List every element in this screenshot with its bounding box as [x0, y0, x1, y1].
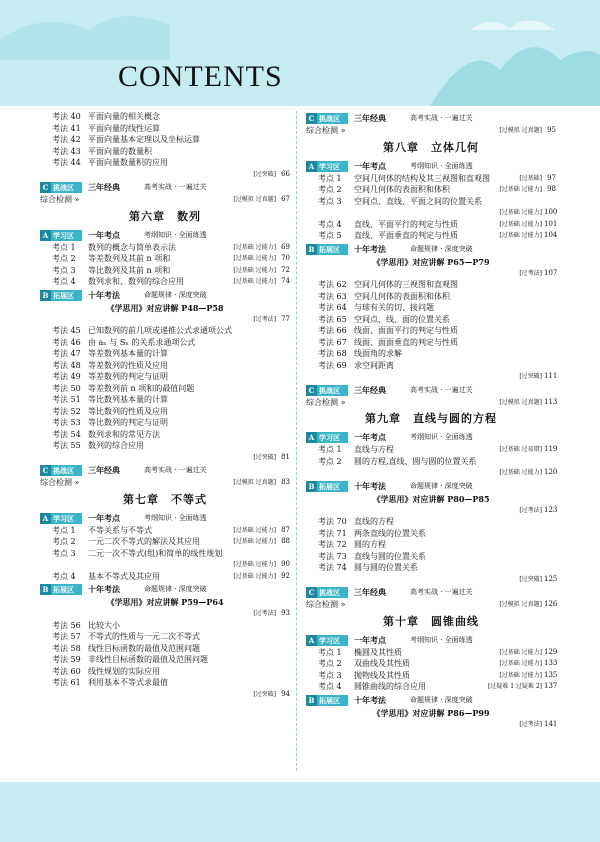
toc-row[interactable]: [过考法] 107: [519, 268, 558, 277]
chapter-title: 第八章 立体几何: [383, 140, 479, 154]
section-badge: C 挑战区 三年经典 高考实战 · 一遍过关: [40, 463, 290, 477]
toc-row[interactable]: [过考法] 123: [519, 505, 558, 514]
toc-row[interactable]: [过突破] 125: [519, 574, 558, 583]
xuesiyong-ref: 《学思用》对应讲解 P59—P64: [106, 597, 224, 607]
toc-row[interactable]: 考点 4 数列求和、数列的综合应用 [过基础 过能力] 74: [52, 277, 290, 286]
toc-row[interactable]: 考法 42 平面向量基本定理以及坐标运算: [52, 135, 200, 144]
section-badge: A 学习区 一年考点 考纲知识 · 全面练透: [40, 228, 290, 242]
toc-row[interactable]: [过基础 过能力] 100: [499, 208, 558, 216]
footer-band: [0, 782, 600, 842]
toc-row[interactable]: 考法 55 数列的综合应用: [52, 441, 144, 450]
toc-row[interactable]: 考法 56 比较大小: [52, 620, 120, 630]
toc-row[interactable]: 考点 4 基本不等式及其应用 [过基础 过能力] 92: [52, 571, 290, 581]
toc-row[interactable]: 考法 45 已知数列的前几项或递推公式求通项公式: [52, 326, 232, 335]
toc-row[interactable]: 考点 3 二元一次不等式(组)和简单的线性规划: [52, 548, 223, 558]
toc-row[interactable]: [过考法] 93: [253, 609, 290, 617]
toc-row[interactable]: 考点 3 空间点、直线、平面之间的位置关系: [318, 196, 482, 206]
toc-row[interactable]: 考法 49 等差数列的判定与证明: [52, 372, 168, 381]
toc-row[interactable]: 考法 63 空间几何体的表面积和体积: [318, 291, 450, 301]
section-badge: C 挑战区 三年经典 高考实战 · 一遍过关: [40, 180, 290, 194]
toc-row[interactable]: 考法 53 等比数列的判定与证明: [52, 418, 168, 427]
section-badge: A 学习区 一年考点 考纲知识 · 全面练透: [306, 430, 556, 444]
section-badge: C 挑战区 三年经典 高考实战 · 一遍过关: [306, 585, 556, 599]
cloud-decoration-icon: [0, 0, 600, 106]
section-badge: B 拓展区 十年考法 命题规律 · 深度突破: [306, 479, 556, 493]
toc-row[interactable]: 考点 2 等差数列及其前 n 项和 [过基础 过能力] 70: [52, 254, 290, 263]
left-column: [40, 111, 290, 700]
toc-row[interactable]: 考点 4 直线、平面平行的判定与性质 [过基础 过能力] 101: [318, 219, 558, 229]
toc-row[interactable]: 考法 46 由 aₙ 与 Sₙ 的关系求通项公式: [52, 337, 196, 347]
header-band: [0, 0, 600, 106]
toc-row[interactable]: 考法 57 不等式的性质与一元二次不等式: [52, 632, 200, 641]
cloud-right: [470, 20, 555, 30]
xuesiyong-ref: 《学思用》对应讲解 P65—P79: [372, 256, 490, 267]
toc-row[interactable]: 考法 72 圆的方程: [318, 540, 386, 549]
toc-row[interactable]: 考法 61 利用基本不等式求最值: [52, 678, 168, 687]
check-row[interactable]: 综合检测 » [过模拟 过真题] 113: [306, 397, 558, 407]
toc-row[interactable]: [过基础 过能力] 90: [233, 560, 290, 568]
toc-row[interactable]: 考法 64 与球有关的切、接问题: [318, 303, 434, 312]
toc-row[interactable]: 考法 66 线面、面面平行的判定与性质: [318, 326, 458, 335]
toc-row[interactable]: 考法 44 平面向量数量积的应用: [52, 158, 168, 167]
toc-row[interactable]: 考点 3 抛物线及其性质 [过基础 过能力] 135: [318, 670, 558, 680]
toc-row[interactable]: 考法 74 圆与圆的位置关系: [318, 563, 418, 572]
section-badge: B 拓展区 十年考法 命题规律 · 深度突破: [40, 288, 290, 302]
toc-row[interactable]: 考法 65 空间点、线、面的位置关系: [318, 314, 450, 324]
toc-row[interactable]: 考法 40 平面向量的相关概念: [52, 112, 160, 121]
toc-row[interactable]: 考法 69 求空间距离: [318, 360, 394, 370]
hills-right: [430, 47, 600, 106]
toc-row[interactable]: 考点 4 圆锥曲线的综合应用 [过疑难 1 过疑难 2] 137: [318, 682, 558, 691]
xuesiyong-ref: 《学思用》对应讲解 P80—P85: [372, 493, 490, 504]
toc-row[interactable]: 考点 2 一元二次不等式的解法及其应用 [过基础 过能力] 88: [52, 537, 290, 546]
toc-row[interactable]: 考法 71 两条直线的位置关系: [318, 528, 426, 538]
section-badge: A 学习区 一年考点 考纲知识 · 全面练透: [306, 633, 556, 647]
toc-row[interactable]: 考点 5 直线、平面垂直的判定与性质 [过基础 过能力] 104: [318, 231, 558, 240]
chapter-title: 第七章 不等式: [123, 492, 207, 506]
chapter-title: 第六章 数列: [129, 209, 201, 223]
toc-row[interactable]: 考法 52 等比数列的性质及应用: [52, 406, 168, 416]
toc-row[interactable]: [过考法] 77: [253, 314, 290, 323]
toc-row[interactable]: 考点 2 圆的方程,直线、圆与圆的位置关系: [318, 456, 477, 466]
toc-row[interactable]: 考法 48 等差数列的性质及应用: [52, 360, 168, 370]
toc-row[interactable]: 考点 1 空间几何体的结构及其三视图和直观图 [过基础] 97: [318, 173, 556, 183]
toc-row[interactable]: 考法 70 直线的方程: [318, 517, 394, 526]
toc-row[interactable]: 考点 3 等比数列及其前 n 项和 [过基础 过能力] 72: [52, 265, 290, 275]
toc-row[interactable]: 考点 2 空间几何体的表面积和体积 [过基础 过能力] 98: [318, 185, 556, 194]
toc-row[interactable]: 考法 54 数列求和的常见方法: [52, 429, 160, 439]
section-badge: C 挑战区 三年经典 高考实战 · 一遍过关: [306, 111, 556, 125]
section-badge: B 拓展区 十年考法 命题规律 · 深度突破: [306, 693, 556, 707]
toc-row[interactable]: 考点 2 双曲线及其性质 [过基础 过能力] 133: [318, 659, 558, 668]
toc-row[interactable]: 考法 67 线面、面面垂直的判定与性质: [318, 337, 458, 347]
column-divider: [296, 111, 297, 771]
xuesiyong-ref: 《学思用》对应讲解 P86—P99: [372, 707, 490, 718]
toc-row[interactable]: 考法 41 平面向量的线性运算: [52, 123, 160, 133]
toc-row[interactable]: [过突破] 81: [253, 452, 290, 461]
toc-row[interactable]: [过考法] 141: [519, 719, 558, 728]
check-row[interactable]: 综合检测 » [过模拟 过真题] 67: [40, 195, 290, 204]
toc-row[interactable]: 考法 62 空间几何体的三视图和直观图: [318, 280, 458, 289]
section-badge: A 学习区 一年考点 考纲知识 · 全面练透: [306, 159, 556, 173]
toc-row[interactable]: 考法 73 直线与圆的位置关系: [318, 551, 426, 561]
toc-row[interactable]: [过突破] 94: [253, 689, 290, 698]
chapter-title: 第十章 圆锥曲线: [383, 614, 479, 628]
toc-row[interactable]: 考点 1 椭圆及其性质 [过基础 过能力] 129: [318, 647, 558, 657]
toc-row[interactable]: 考法 43 平面向量的数量积: [52, 146, 152, 156]
toc-row[interactable]: 考法 60 线性规划的实际应用: [52, 666, 160, 676]
xuesiyong-ref: 《学思用》对应讲解 P48—P58: [106, 302, 224, 313]
toc-row[interactable]: 考点 1 数列的概念与简单表示法 [过基础 过能力] 69: [52, 242, 290, 252]
section-badge: A 学习区 一年考点 考纲知识 · 全面练透: [40, 511, 290, 525]
section-badge: B 拓展区 十年考法 命题规律 · 深度突破: [40, 582, 290, 596]
section-badge: B 拓展区 十年考法 命题规律 · 深度突破: [306, 242, 556, 256]
page-title: CONTENTS: [118, 60, 283, 93]
toc-row[interactable]: [过突破] 111: [519, 372, 558, 380]
right-column: [306, 111, 556, 730]
toc-row[interactable]: [过基础 过能力] 120: [499, 468, 558, 476]
toc-row[interactable]: 考法 51 等比数列基本量的计算: [52, 395, 168, 404]
toc-row[interactable]: 考法 47 等差数列基本量的计算: [52, 349, 168, 358]
toc-row[interactable]: [过突破] 66: [253, 169, 290, 178]
section-badge: C 挑战区 三年经典 高考实战 · 一遍过关: [306, 383, 556, 397]
toc-row[interactable]: 考法 68 线面角的求解: [318, 349, 402, 358]
check-row[interactable]: 综合检测 » [过模拟 过真题] 95: [306, 126, 556, 135]
toc-row[interactable]: 考点 1 不等关系与不等式 [过基础 过能力] 87: [52, 525, 290, 535]
check-row[interactable]: 综合检测 » [过模拟 过真题] 83: [40, 478, 290, 487]
toc-row[interactable]: 考点 1 直线与方程 [过基础 过易错] 119: [318, 445, 558, 454]
check-row[interactable]: 综合检测 » [过模拟 过真题] 126: [306, 600, 558, 609]
toc-row[interactable]: 考法 50 等差数列前 n 项和的最值问题: [52, 383, 195, 393]
chapter-title: 第九章 直线与圆的方程: [365, 412, 497, 425]
toc-row[interactable]: 考法 58 线性目标函数的最值及范围问题: [52, 643, 200, 653]
cloud-left: [0, 16, 170, 60]
toc-row[interactable]: 考法 59 非线性目标函数的最值及范围问题: [52, 655, 208, 664]
